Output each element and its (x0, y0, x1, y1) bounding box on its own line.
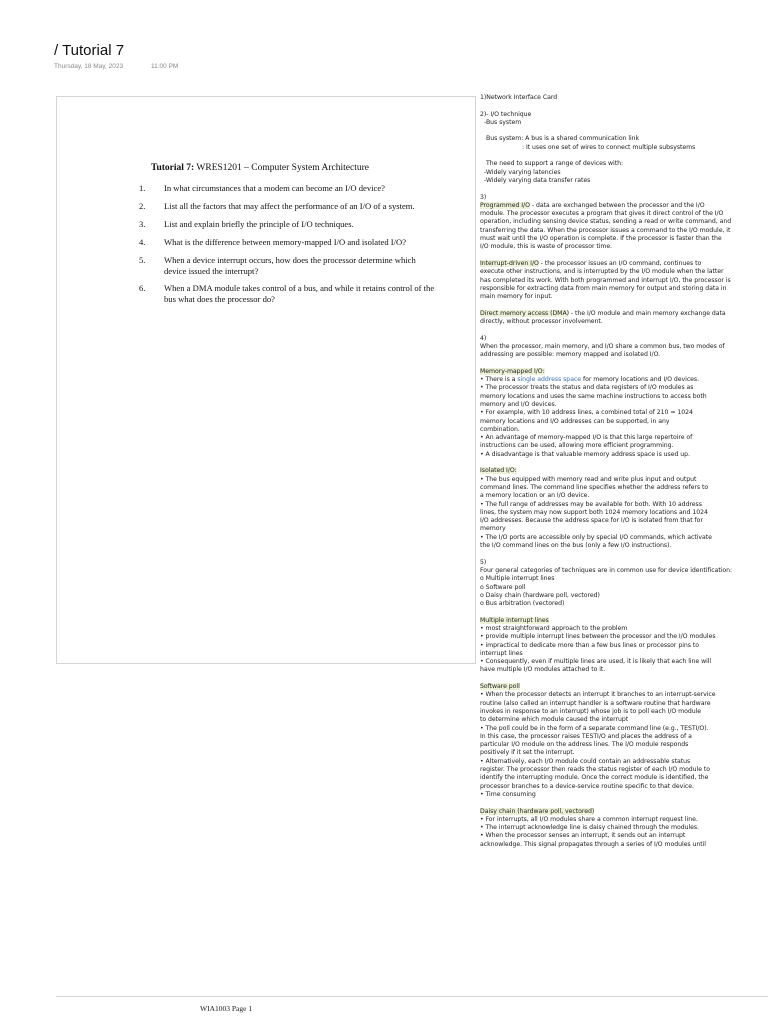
notes-line: Interrupt-driven I/O - the processor issues an I/O command, continues to (480, 259, 702, 267)
notes-line: • Time consuming (480, 790, 536, 798)
tutorial-image (56, 96, 476, 664)
notes-line: • The bus equipped with memory read and write plus input and output (480, 475, 697, 483)
notes-line: • An advantage of memory-mapped I/O is that this large repertoire of (480, 434, 693, 442)
page-date: Thursday, 18 May, 2023 (54, 63, 124, 70)
notes-line: memory locations and uses the same machine instructions to access both (480, 392, 707, 400)
notes-line: • Consequently, even if multiple lines are used, it is likely that each line will (480, 658, 712, 666)
notes-line: o Bus arbitration (vectored) (480, 600, 565, 608)
notes-line: combination. (480, 425, 520, 433)
highlight-multiple-interrupt: Multiple interrupt lines (480, 616, 549, 624)
page-title: / Tutorial 7 (54, 42, 125, 59)
notes-line: to determine which module caused the interrupt (480, 716, 629, 724)
notes-line: -Widely varying data transfer rates (484, 176, 591, 184)
highlight-dma: Direct memory access (DMA) (480, 309, 569, 317)
notes-line: When the processor, main memory, and I/O share a common bus, two modes of (480, 342, 725, 350)
tutorial-header: Tutorial 7: WRES1201 – Computer System Architecture (151, 163, 369, 173)
notes-line: o Daisy chain (hardware poll, vectored) (480, 591, 600, 599)
notes-line: I/O module, this is waste of processor time. (480, 243, 613, 251)
notes-line: 3) (480, 193, 487, 201)
page-time: 11:00 PM (150, 63, 179, 70)
page-divider (56, 996, 768, 997)
notes-line: processor branches to a device-service routine specific to that device. (480, 782, 694, 790)
notes-line: register. The processor then reads the status register of each I/O module to (480, 766, 711, 774)
notes-line: In this case, the processor raises TESTI/O and places the address of a (480, 732, 692, 740)
notes-line: o Multiple interrupt lines (480, 575, 555, 583)
notes-line: • The poll could be in the form of a separate command line (e.g., TESTI/O). (480, 724, 709, 732)
notes-line: -Widely varying latencies (484, 168, 561, 176)
notes-line: memory locations and I/O addresses can be supported, in any (480, 417, 670, 425)
notes-line: responsible for extracting data from main memory for output and storing data in (480, 284, 727, 292)
notes-line: the I/O command lines on the bus (only a few I/O instructions). (480, 542, 672, 550)
notes-line: • impractical to dedicate more than a few bus lines or processor pins to (480, 641, 699, 649)
notes-line: • A disadvantage is that valuable memory address space is used up. (480, 450, 690, 458)
question-4: 4. What is the difference between memory-mapped I/O and isolated I/O? (139, 237, 407, 247)
highlight-software-poll: Software poll (480, 683, 520, 691)
notes-line: particular I/O module on the address lines. The I/O module responds (480, 741, 689, 749)
notes-line (480, 808, 766, 816)
notes-line: • When the processor detects an interrupt it branches to an interrupt-service (480, 691, 716, 699)
notes-line: • Alternatively, each I/O module could contain an addressable status (480, 757, 691, 765)
notes-line: must wait until the I/O operation is complete. If the processor is faster than the (480, 235, 722, 243)
notes-line: has completed its work. With both programmed and interrupt I/O, the processor is (480, 276, 731, 284)
notes-line: • There is a single address space for memory locations and I/O devices. (480, 376, 700, 384)
notes-line: transferring the data. When the processor issues a command to the I/O module, it (480, 226, 731, 234)
notes-line: identify the interrupting module. Once the correct module is identified, the (480, 774, 709, 782)
notes-line: operation, including sensing device status, sending a read or write command, and (480, 218, 732, 226)
notes-line: memory (480, 525, 506, 533)
notes-line: 4) (480, 334, 487, 342)
notes-line: a memory location or an I/O device. (480, 492, 590, 500)
notes-line: addressing are possible: memory mapped and isolated I/O. (480, 351, 661, 359)
notes-line: 1)Network Interface Card (480, 94, 558, 101)
notes-line: Direct memory access (DMA) - the I/O module and main memory exchange data (480, 309, 726, 317)
notes-line: Programmed I/O - data are exchanged between the processor and the I/O (480, 201, 705, 209)
notes-line: Bus system: A bus is a shared communication link (486, 135, 640, 143)
notes-line: routine (also called an interrupt handler is a software routine that hardware (480, 699, 711, 707)
notes-line: The need to support a range of devices with: (486, 160, 623, 168)
notes-line: -Bus system (484, 118, 522, 126)
notes-line: 5) (480, 558, 487, 566)
notes-line: • The interrupt acknowledge line is daisy chained through the modules. (480, 824, 699, 832)
notes-line: • most straightforward approach to the problem (480, 625, 628, 632)
notes-line: Four general categories of techniques are in common use for device identification: (480, 566, 733, 574)
question-1: 1. In what circumstances that a modem can become an I/O device? (139, 183, 385, 193)
notes-line: I/O addresses. Because the address space for I/O is isolated from that for (480, 517, 703, 525)
page-footer: WIA1003 Page 1 (200, 1004, 253, 1013)
notes-line: module. The processor executes a program that gives it direct control of the I/O (480, 210, 724, 218)
notes-line: • provide multiple interrupt lines between the processor and the I/O modules (480, 633, 716, 641)
notes-line: o Software poll (480, 583, 526, 591)
notes-line: : It uses one set of wires to connect multiple subsystems (522, 143, 696, 151)
notes-line: instructions can be used, allowing more efficient programming. (480, 442, 674, 450)
notes-line: • For example, with 10 address lines, a combined total of 210 = 1024 (480, 409, 693, 417)
notes-line (480, 467, 766, 475)
notes-line: • The full range of addresses may be available for both. With 10 address (480, 500, 702, 508)
highlight-isolated-io: Isolated I/O: (480, 467, 517, 475)
notes-line: 2)- I/O technique (480, 110, 532, 118)
notes-line (480, 683, 766, 691)
notes-line: • The I/O ports are accessible only by special I/O commands, which activate (480, 533, 712, 541)
notes-line: memory and I/O devices. (480, 400, 557, 408)
notes-line: lines, the system may now support both 1024 memory locations and 1024 (480, 508, 708, 516)
notes-line: execute other instructions, and is interrupted by the I/O module when the latter (480, 268, 724, 276)
highlight-interrupt-io: Interrupt-driven I/O (480, 259, 539, 267)
notes-line: positively if it set the interrupt. (480, 749, 575, 757)
highlight-memory-mapped: Memory-mapped I/O: (480, 367, 545, 375)
question-5: 5. When a device interrupt occurs, how does the processor determine which device issued the interrupt? (139, 255, 416, 276)
question-3: 3. List and explain briefly the principle of I/O techniques. (139, 219, 354, 229)
notes-line: • When the processor senses an interrupt, it sends out an interrupt (480, 832, 686, 840)
notes-line: interrupt lines (480, 649, 523, 657)
notes-line: directly, without processor involvement. (480, 318, 603, 326)
notes-line: have multiple I/O modules attached to it. (480, 666, 606, 674)
question-2: 2. List all the factors that may affect the performance of an I/O of a system. (139, 201, 415, 211)
notes-line (480, 617, 766, 625)
notes-line: command lines. The command line specifies whether the address refers to (480, 483, 709, 491)
notes-line (480, 368, 766, 376)
notes-text (480, 94, 766, 849)
notes-line: acknowledge. This signal propagates through a series of I/O modules until (480, 840, 706, 848)
highlight-programmed-io: Programmed I/O (480, 201, 530, 209)
notes-line: • The processor treats the status and data registers of I/O modules as (480, 384, 694, 392)
notes-line: invokes in response to an interrupt) whose job is to poll each I/O module (480, 707, 702, 715)
notes-line: • For interrupts, all I/O modules share a common interrupt request line. (480, 815, 698, 823)
notes-line: main memory for input. (480, 293, 553, 301)
highlight-daisy-chain: Daisy chain (hardware poll, vectored) (480, 807, 595, 815)
single-address-space-link[interactable]: single address space (517, 376, 582, 384)
question-6: 6. When a DMA module takes control of a bus, and while it retains control of the bus what does the processor do? (139, 283, 435, 304)
page-meta (54, 63, 204, 70)
